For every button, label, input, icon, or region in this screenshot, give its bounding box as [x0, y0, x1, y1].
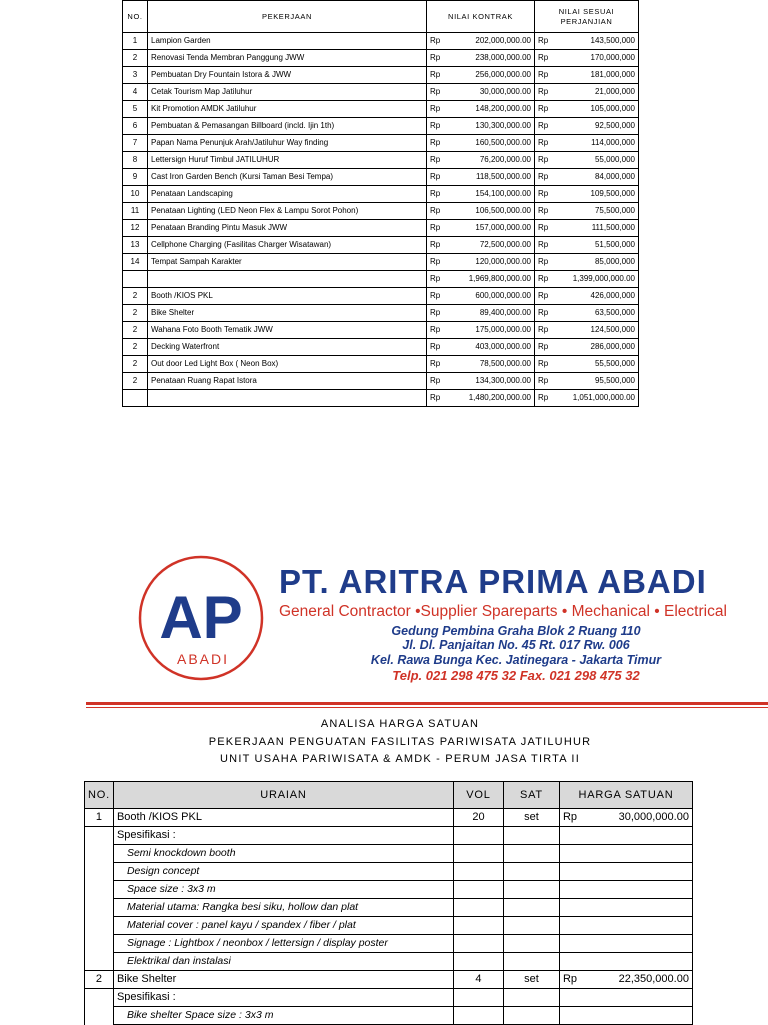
- row-nilai-sesuai: 55,000,000: [551, 152, 639, 169]
- currency-label: Rp: [535, 118, 551, 135]
- contract-table-body: [123, 33, 639, 407]
- row-item: Lampion Garden: [148, 33, 427, 50]
- row-no: 3: [123, 67, 148, 84]
- spec-label: Spesifikasi :: [113, 827, 453, 845]
- row-nilai-sesuai: 84,000,000: [551, 169, 639, 186]
- table-row: [85, 827, 693, 845]
- row-item: Tempat Sampah Karakter: [148, 254, 427, 271]
- table-row: [85, 989, 693, 1007]
- row-no: 2: [123, 356, 148, 373]
- row-no: 11: [123, 203, 148, 220]
- currency-label: Rp: [535, 220, 551, 237]
- row-item: Penataan Landscaping: [148, 186, 427, 203]
- currency-label: Rp: [427, 169, 443, 186]
- table-header-row: [85, 782, 693, 809]
- table-row: [123, 339, 639, 356]
- item-harga: 22,350,000.00: [592, 971, 692, 989]
- row-nilai-sesuai: 85,000,000: [551, 254, 639, 271]
- table-row: [123, 135, 639, 152]
- row-nilai-kontrak: 256,000,000.00: [443, 67, 535, 84]
- currency-label: Rp: [427, 152, 443, 169]
- table-row: [85, 899, 693, 917]
- row-nilai-sesuai: 105,000,000: [551, 101, 639, 118]
- currency-label: Rp: [559, 809, 592, 827]
- currency-label: Rp: [535, 67, 551, 84]
- letterhead-rule-thick: [86, 702, 768, 705]
- spec-label: Spesifikasi :: [113, 989, 453, 1007]
- table-row: [85, 953, 693, 971]
- analysis-subtitle-work: PEKERJAAN PENGUATAN FASILITAS PARIWISATA JATILUHUR: [208, 736, 592, 748]
- row-nilai-kontrak: 130,300,000.00: [443, 118, 535, 135]
- row-no: 2: [123, 339, 148, 356]
- item-name: Booth /KIOS PKL: [113, 809, 453, 827]
- spec-item: Signage : Lightbox / neonbox / lettersign / display poster: [113, 935, 453, 953]
- row-item: Booth /KIOS PKL: [148, 288, 427, 305]
- table-row: [123, 271, 639, 288]
- table-row: [123, 220, 639, 237]
- currency-label: Rp: [427, 220, 443, 237]
- currency-label: Rp: [535, 84, 551, 101]
- table-row: [85, 971, 693, 989]
- letterhead-rule-thin: [86, 707, 768, 708]
- table-row: [123, 305, 639, 322]
- table-header-row: [123, 1, 639, 33]
- row-no: 6: [123, 118, 148, 135]
- row-nilai-kontrak: 403,000,000.00: [443, 339, 535, 356]
- row-item: Decking Waterfront: [148, 339, 427, 356]
- row-nilai-sesuai: 111,500,000: [551, 220, 639, 237]
- address-street: Jl. Dl. Panjaitan No. 45 Rt. 017 Rw. 006: [402, 638, 630, 652]
- item-no: 1: [85, 809, 114, 827]
- currency-label: Rp: [427, 50, 443, 67]
- table-row: [123, 237, 639, 254]
- currency-label: Rp: [535, 203, 551, 220]
- header-no: NO.: [123, 1, 148, 33]
- row-nilai-kontrak: 72,500,000.00: [443, 237, 535, 254]
- row-no: 2: [123, 288, 148, 305]
- currency-label: Rp: [535, 186, 551, 203]
- row-no: [123, 390, 148, 407]
- table-row: [85, 809, 693, 827]
- currency-label: Rp: [535, 254, 551, 271]
- row-nilai-sesuai: 181,000,000: [551, 67, 639, 84]
- header-sat: SAT: [503, 782, 559, 809]
- unit-price-analysis-table: [84, 781, 693, 1025]
- row-nilai-sesuai: 109,500,000: [551, 186, 639, 203]
- currency-label: Rp: [535, 237, 551, 254]
- row-nilai-kontrak: 600,000,000.00: [443, 288, 535, 305]
- row-item: Kit Promotion AMDK Jatiluhur: [148, 101, 427, 118]
- currency-label: Rp: [427, 237, 443, 254]
- row-no: 4: [123, 84, 148, 101]
- currency-label: Rp: [427, 373, 443, 390]
- header-pekerjaan: PEKERJAAN: [148, 1, 427, 33]
- header-no: NO.: [85, 782, 114, 809]
- currency-label: Rp: [427, 390, 443, 407]
- table-row: [123, 254, 639, 271]
- currency-label: Rp: [427, 186, 443, 203]
- row-nilai-kontrak: 238,000,000.00: [443, 50, 535, 67]
- row-item: Penataan Branding Pintu Masuk JWW: [148, 220, 427, 237]
- currency-label: Rp: [535, 356, 551, 373]
- header-harga-satuan: HARGA SATUAN: [559, 782, 692, 809]
- item-no: 2: [85, 971, 114, 989]
- row-item: Cetak Tourism Map Jatiluhur: [148, 84, 427, 101]
- table-row: [123, 33, 639, 50]
- row-item: [148, 271, 427, 288]
- analysis-subtitle-unit: UNIT USAHA PARIWISATA & AMDK - PERUM JASA TIRTA II: [220, 753, 580, 765]
- table-row: [123, 390, 639, 407]
- spec-item: Design concept: [113, 863, 453, 881]
- currency-label: Rp: [427, 356, 443, 373]
- row-no: 14: [123, 254, 148, 271]
- currency-label: Rp: [427, 101, 443, 118]
- row-item: Wahana Foto Booth Tematik JWW: [148, 322, 427, 339]
- row-nilai-kontrak: 202,000,000.00: [443, 33, 535, 50]
- currency-label: Rp: [427, 67, 443, 84]
- row-item: Lettersign Huruf Timbul JATILUHUR: [148, 152, 427, 169]
- header-vol: VOL: [453, 782, 503, 809]
- currency-label: Rp: [535, 33, 551, 50]
- table-row: [123, 322, 639, 339]
- spec-item: Material utama: Rangka besi siku, hollow dan plat: [113, 899, 453, 917]
- table-row: [123, 84, 639, 101]
- currency-label: Rp: [559, 971, 592, 989]
- row-nilai-sesuai: 51,500,000: [551, 237, 639, 254]
- row-nilai-kontrak: 106,500,000.00: [443, 203, 535, 220]
- currency-label: Rp: [427, 339, 443, 356]
- row-nilai-kontrak: 1,969,800,000.00: [443, 271, 535, 288]
- row-nilai-sesuai: 143,500,000: [551, 33, 639, 50]
- table-row: [123, 186, 639, 203]
- company-logo: [137, 554, 265, 682]
- analysis-title: ANALISA HARGA SATUAN: [320, 718, 480, 730]
- contract-value-table: [122, 0, 639, 407]
- currency-label: Rp: [427, 33, 443, 50]
- row-item: Cast Iron Garden Bench (Kursi Taman Besi Tempa): [148, 169, 427, 186]
- spec-item: Space size : 3x3 m: [113, 881, 453, 899]
- row-nilai-kontrak: 175,000,000.00: [443, 322, 535, 339]
- row-no: 12: [123, 220, 148, 237]
- item-name: Bike Shelter: [113, 971, 453, 989]
- row-item: Bike Shelter: [148, 305, 427, 322]
- table-row: [123, 203, 639, 220]
- currency-label: Rp: [427, 271, 443, 288]
- currency-label: Rp: [427, 203, 443, 220]
- spec-item: Semi knockdown booth: [113, 845, 453, 863]
- table-row: [85, 863, 693, 881]
- row-nilai-kontrak: 76,200,000.00: [443, 152, 535, 169]
- row-nilai-kontrak: 30,000,000.00: [443, 84, 535, 101]
- header-nilai-sesuai: NILAI SESUAI PERJANJIAN: [535, 1, 639, 33]
- table-row: [85, 881, 693, 899]
- currency-label: Rp: [535, 169, 551, 186]
- row-no: 7: [123, 135, 148, 152]
- row-nilai-kontrak: 89,400,000.00: [443, 305, 535, 322]
- currency-label: Rp: [427, 288, 443, 305]
- table-row: [123, 50, 639, 67]
- row-no: 2: [123, 305, 148, 322]
- address-building: Gedung Pembina Graha Blok 2 Ruang 110: [391, 624, 641, 638]
- item-sat: set: [503, 809, 559, 827]
- contact-phone: Telp. 021 298 475 32 Fax. 021 298 475 32: [392, 668, 640, 683]
- row-nilai-sesuai: 286,000,000: [551, 339, 639, 356]
- row-nilai-sesuai: 63,500,000: [551, 305, 639, 322]
- table-row: [123, 169, 639, 186]
- row-nilai-sesuai: 55,500,000: [551, 356, 639, 373]
- currency-label: Rp: [535, 305, 551, 322]
- header-nilai-kontrak: NILAI KONTRAK: [427, 1, 535, 33]
- row-no: 8: [123, 152, 148, 169]
- row-nilai-kontrak: 154,100,000.00: [443, 186, 535, 203]
- table-row: [85, 845, 693, 863]
- table-row: [123, 373, 639, 390]
- table-row: [85, 917, 693, 935]
- row-no: 1: [123, 33, 148, 50]
- currency-label: Rp: [427, 254, 443, 271]
- table-row: [123, 356, 639, 373]
- row-nilai-kontrak: 1,480,200,000.00: [443, 390, 535, 407]
- logo-letters: AP: [159, 584, 243, 651]
- row-nilai-sesuai: 1,399,000,000.00: [551, 271, 639, 288]
- row-item: Penataan Ruang Rapat Istora: [148, 373, 427, 390]
- currency-label: Rp: [535, 152, 551, 169]
- table-row: [123, 101, 639, 118]
- logo-subtext: ABADI: [176, 651, 230, 667]
- table-row: [85, 935, 693, 953]
- row-no: 2: [123, 373, 148, 390]
- table-row: [123, 118, 639, 135]
- currency-label: Rp: [535, 135, 551, 152]
- row-nilai-sesuai: 75,500,000: [551, 203, 639, 220]
- row-nilai-sesuai: 92,500,000: [551, 118, 639, 135]
- row-item: Pembuatan Dry Fountain Istora & JWW: [148, 67, 427, 84]
- row-no: 13: [123, 237, 148, 254]
- table-row: [85, 1007, 693, 1025]
- currency-label: Rp: [427, 118, 443, 135]
- row-nilai-sesuai: 170,000,000: [551, 50, 639, 67]
- currency-label: Rp: [535, 322, 551, 339]
- row-nilai-sesuai: 114,000,000: [551, 135, 639, 152]
- currency-label: Rp: [535, 339, 551, 356]
- spec-item: Elektrikal dan instalasi: [113, 953, 453, 971]
- row-item: Pembuatan & Pemasangan Billboard (incld. Ijin 1th): [148, 118, 427, 135]
- currency-label: Rp: [535, 271, 551, 288]
- row-nilai-kontrak: 148,200,000.00: [443, 101, 535, 118]
- row-nilai-kontrak: 160,500,000.00: [443, 135, 535, 152]
- row-nilai-kontrak: 120,000,000.00: [443, 254, 535, 271]
- row-item: [148, 390, 427, 407]
- spec-item: Bike shelter Space size : 3x3 m: [113, 1007, 453, 1025]
- row-item: Cellphone Charging (Fasilitas Charger Wisatawan): [148, 237, 427, 254]
- row-item: Renovasi Tenda Membran Panggung JWW: [148, 50, 427, 67]
- row-no: [123, 271, 148, 288]
- item-vol: 4: [453, 971, 503, 989]
- table-row: [123, 288, 639, 305]
- company-name: PT. ARITRA PRIMA ABADI: [279, 563, 707, 600]
- row-no: 2: [123, 322, 148, 339]
- row-no: 9: [123, 169, 148, 186]
- item-harga: 30,000,000.00: [592, 809, 692, 827]
- address-district: Kel. Rawa Bunga Kec. Jatinegara - Jakarta Timur: [370, 653, 662, 667]
- table-row: [123, 152, 639, 169]
- table-row: [123, 67, 639, 84]
- company-tagline: General Contractor •Supplier Spareparts • Mechanical • Electrical: [279, 603, 727, 620]
- row-nilai-kontrak: 134,300,000.00: [443, 373, 535, 390]
- currency-label: Rp: [535, 50, 551, 67]
- row-item: Out door Led Light Box ( Neon Box): [148, 356, 427, 373]
- row-nilai-kontrak: 157,000,000.00: [443, 220, 535, 237]
- currency-label: Rp: [427, 135, 443, 152]
- header-uraian: URAIAN: [113, 782, 453, 809]
- currency-label: Rp: [427, 84, 443, 101]
- row-nilai-sesuai: 95,500,000: [551, 373, 639, 390]
- currency-label: Rp: [535, 288, 551, 305]
- currency-label: Rp: [427, 305, 443, 322]
- row-no: 5: [123, 101, 148, 118]
- row-nilai-kontrak: 78,500,000.00: [443, 356, 535, 373]
- row-nilai-sesuai: 426,000,000: [551, 288, 639, 305]
- row-no: 10: [123, 186, 148, 203]
- row-nilai-sesuai: 124,500,000: [551, 322, 639, 339]
- currency-label: Rp: [427, 322, 443, 339]
- currency-label: Rp: [535, 373, 551, 390]
- currency-label: Rp: [535, 390, 551, 407]
- row-nilai-sesuai: 21,000,000: [551, 84, 639, 101]
- row-item: Papan Nama Penunjuk Arah/Jatiluhur Way finding: [148, 135, 427, 152]
- item-sat: set: [503, 971, 559, 989]
- row-nilai-kontrak: 118,500,000.00: [443, 169, 535, 186]
- currency-label: Rp: [535, 101, 551, 118]
- row-item: Penataan Lighting (LED Neon Flex & Lampu Sorot Pohon): [148, 203, 427, 220]
- spec-item: Material cover : panel kayu / spandex / fiber / plat: [113, 917, 453, 935]
- item-vol: 20: [453, 809, 503, 827]
- row-nilai-sesuai: 1,051,000,000.00: [551, 390, 639, 407]
- row-no: 2: [123, 50, 148, 67]
